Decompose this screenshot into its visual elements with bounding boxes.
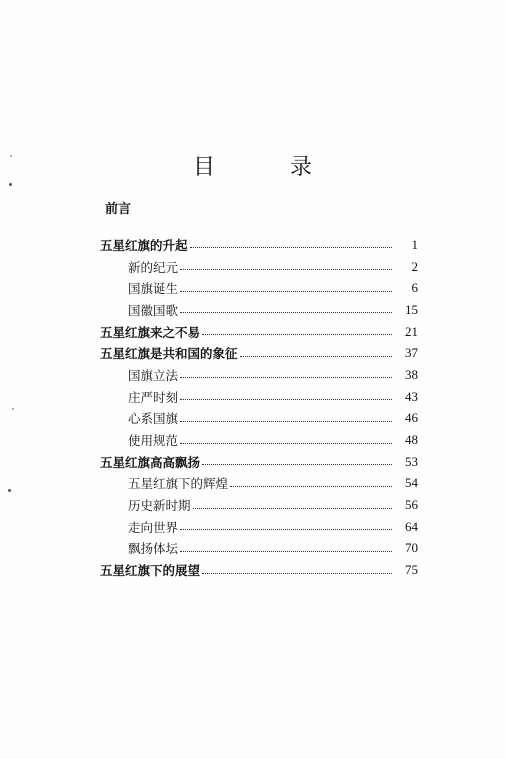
toc-entry[interactable] bbox=[100, 559, 418, 581]
toc-entry[interactable] bbox=[100, 538, 418, 560]
dot-leader bbox=[230, 486, 392, 487]
toc-entry-label: 五星红旗的升起 bbox=[100, 237, 188, 253]
toc-entry-label: 五星红旗是共和国的象征 bbox=[100, 346, 238, 362]
dot-leader bbox=[180, 421, 392, 422]
toc-entry[interactable] bbox=[100, 342, 418, 364]
dot-leader bbox=[180, 551, 392, 552]
toc-entry[interactable] bbox=[100, 408, 418, 430]
toc-entry-label: 使用规范 bbox=[128, 433, 179, 449]
toc-page-number: 43 bbox=[405, 388, 418, 404]
toc-page-number: 37 bbox=[405, 345, 418, 361]
dot-leader bbox=[180, 312, 392, 313]
toc-page-number: 1 bbox=[411, 236, 418, 252]
toc-entry[interactable] bbox=[100, 364, 418, 386]
dot-leader bbox=[202, 464, 392, 465]
toc-page-number: 21 bbox=[405, 323, 418, 339]
dot-leader bbox=[202, 334, 392, 335]
toc-entry[interactable] bbox=[100, 451, 418, 473]
toc-entry[interactable] bbox=[100, 516, 418, 538]
toc-entry-label: 五星红旗高高飘扬 bbox=[100, 454, 201, 470]
dot-leader bbox=[180, 399, 392, 400]
toc-entry-label: 五星红旗来之不易 bbox=[100, 324, 201, 340]
preface-heading: 前言 bbox=[105, 202, 132, 217]
dot-leader bbox=[180, 443, 392, 444]
page-title: 目 录 bbox=[193, 155, 346, 180]
dot-leader bbox=[240, 356, 392, 357]
toc-entry-label: 走向世界 bbox=[128, 519, 179, 535]
toc-page-number: 64 bbox=[405, 518, 418, 534]
toc-entry[interactable] bbox=[100, 277, 418, 299]
toc-entry-label: 心系国旗 bbox=[128, 411, 179, 427]
toc-entry[interactable] bbox=[100, 256, 418, 278]
toc-entry-label: 五星红旗下的展望 bbox=[100, 563, 201, 579]
toc-entry-label: 庄严时刻 bbox=[128, 389, 179, 405]
dot-leader bbox=[180, 377, 392, 378]
toc-entry[interactable] bbox=[100, 473, 418, 495]
scan-speck bbox=[8, 489, 11, 492]
dot-leader bbox=[190, 247, 392, 248]
dot-leader bbox=[180, 291, 392, 292]
dot-leader bbox=[193, 508, 392, 509]
toc-entry[interactable] bbox=[100, 494, 418, 516]
toc-page-number: 53 bbox=[405, 453, 418, 469]
toc-entry[interactable] bbox=[100, 321, 418, 343]
toc-entry[interactable] bbox=[100, 429, 418, 451]
toc-entry[interactable] bbox=[100, 299, 418, 321]
toc-page-number: 38 bbox=[405, 366, 418, 382]
toc-page-number: 2 bbox=[411, 258, 418, 274]
table-of-contents bbox=[100, 234, 418, 581]
toc-page-number: 48 bbox=[405, 432, 418, 448]
toc-entry-label: 历史新时期 bbox=[128, 498, 191, 514]
toc-entry-label: 五星红旗下的辉煌 bbox=[128, 476, 229, 492]
scan-speck bbox=[12, 408, 14, 410]
dot-leader bbox=[180, 269, 392, 270]
toc-page-number: 70 bbox=[405, 540, 418, 556]
toc-entry-label: 国旗立法 bbox=[128, 367, 179, 383]
toc-entry[interactable] bbox=[100, 234, 418, 256]
toc-entry-label: 新的纪元 bbox=[128, 259, 179, 275]
toc-entry-label: 飘扬体坛 bbox=[128, 541, 179, 557]
toc-page-number: 75 bbox=[405, 562, 418, 578]
scan-speck bbox=[9, 183, 12, 186]
toc-page-number: 54 bbox=[405, 475, 418, 491]
toc-page-number: 15 bbox=[405, 301, 418, 317]
toc-entry[interactable] bbox=[100, 386, 418, 408]
toc-page-number: 6 bbox=[411, 280, 418, 296]
toc-entry-label: 国徽国歌 bbox=[128, 302, 179, 318]
dot-leader bbox=[180, 529, 392, 530]
toc-entry-label: 国旗诞生 bbox=[128, 281, 179, 297]
dot-leader bbox=[202, 573, 392, 574]
toc-page-number: 46 bbox=[405, 410, 418, 426]
toc-page-number: 56 bbox=[405, 497, 418, 513]
